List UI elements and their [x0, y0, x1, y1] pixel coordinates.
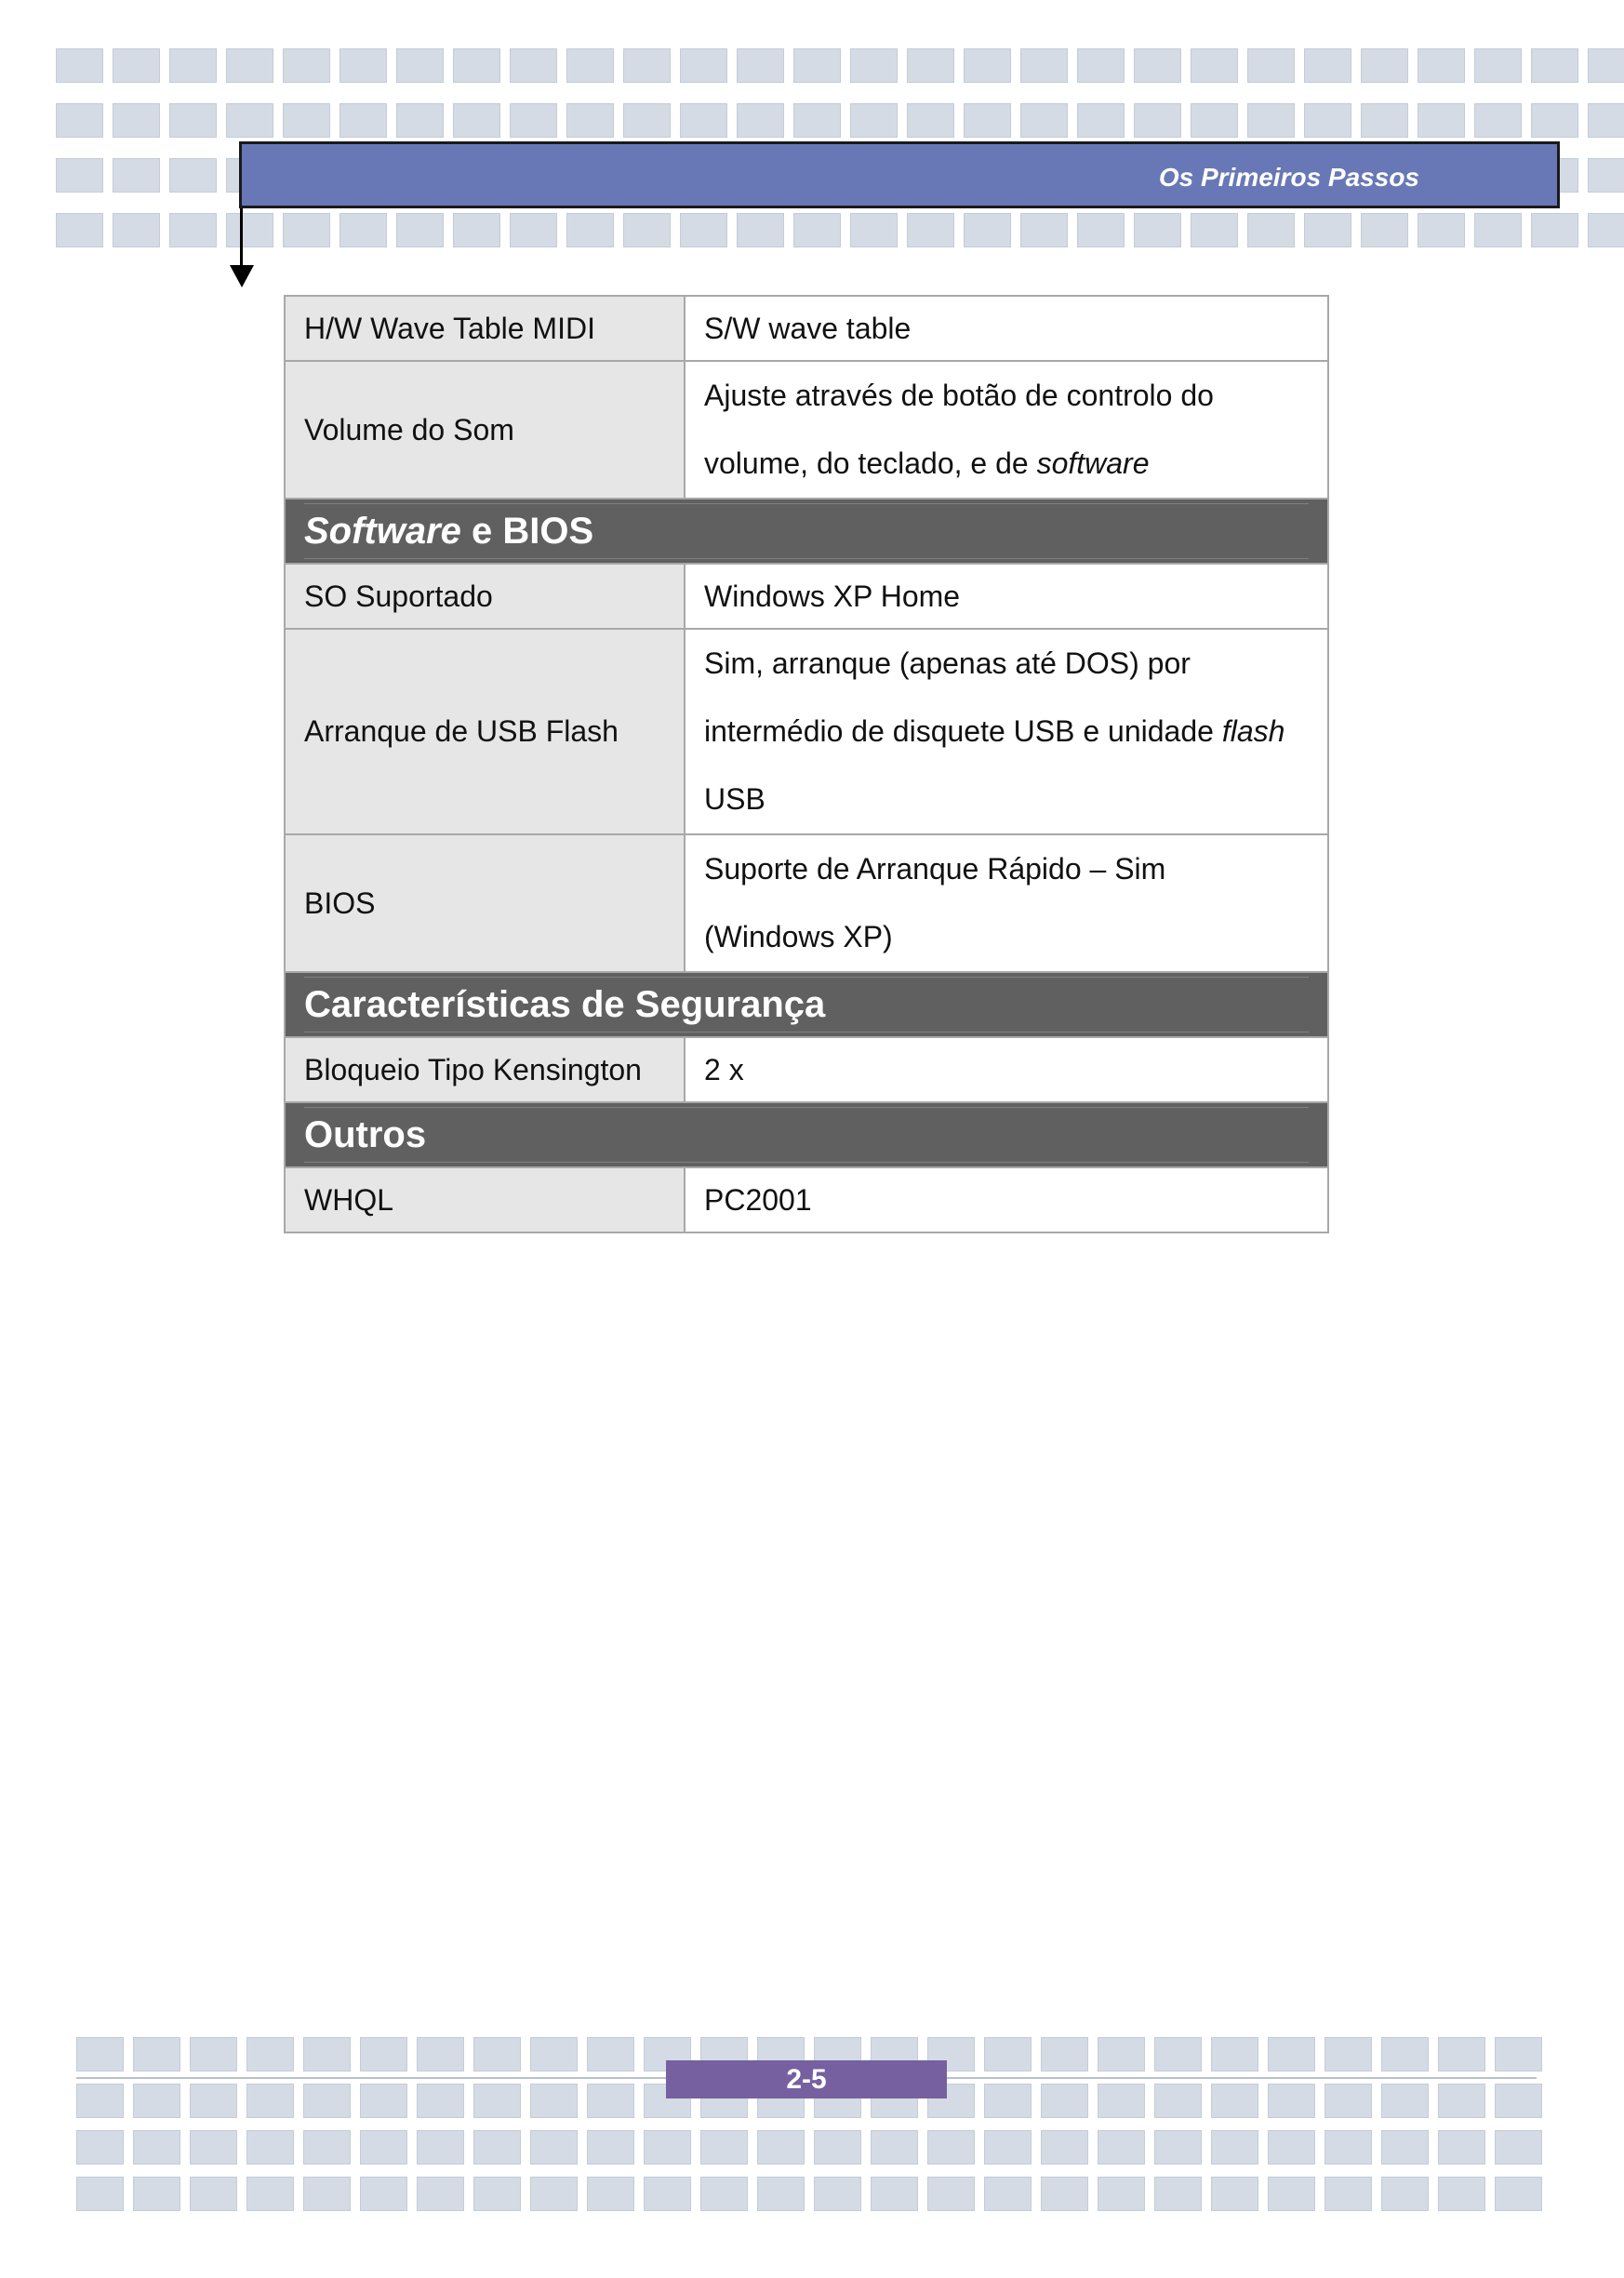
decor-tile	[473, 2084, 521, 2118]
decor-tile	[1531, 48, 1578, 83]
decor-tile	[1324, 2084, 1372, 2118]
row-label: Arranque de USB Flash	[285, 629, 685, 834]
decor-tile	[113, 213, 160, 247]
decor-tile	[246, 2037, 294, 2072]
decor-tile	[814, 2177, 861, 2211]
decor-tile	[1304, 213, 1351, 247]
decor-tile	[1418, 213, 1465, 247]
decor-tile	[246, 2130, 294, 2165]
arrow-down-icon	[240, 208, 243, 266]
decor-tile	[1154, 2084, 1202, 2118]
decor-tile	[1247, 213, 1295, 247]
decor-tile	[623, 103, 671, 138]
decor-tile	[190, 2130, 237, 2165]
decor-tile	[1474, 213, 1522, 247]
decor-tile	[169, 158, 217, 193]
section-title: Características de Segurança	[304, 977, 1309, 1032]
decor-tile	[1381, 2084, 1429, 2118]
decor-tile	[113, 103, 160, 138]
decor-tile	[417, 2084, 464, 2118]
decor-tile	[1020, 48, 1068, 83]
value-text: intermédio de disquete USB e unidade	[704, 714, 1222, 748]
decor-tile	[530, 2084, 578, 2118]
table-row	[285, 1167, 1328, 1232]
row-value: S/W wave table	[685, 296, 1328, 361]
decor-tile	[1438, 2084, 1485, 2118]
decor-tile	[339, 103, 387, 138]
decor-tile	[226, 48, 273, 83]
decor-tile	[360, 2177, 407, 2211]
decor-tile	[850, 213, 898, 247]
decor-tile	[1211, 2084, 1258, 2118]
section-header-security	[285, 972, 1328, 1037]
decor-tile	[680, 213, 727, 247]
decor-tile	[1324, 2130, 1372, 2165]
decor-tile	[169, 213, 217, 247]
decor-tile	[1154, 2177, 1202, 2211]
value-line: (Windows XP)	[704, 920, 893, 953]
decor-tile	[587, 2177, 634, 2211]
decor-tile	[417, 2130, 464, 2165]
decor-tile	[396, 213, 444, 247]
decor-tile	[1381, 2130, 1429, 2165]
row-label: Volume do Som	[285, 361, 685, 499]
decor-tile	[1438, 2177, 1485, 2211]
decor-tile	[623, 48, 671, 83]
decor-tile	[56, 158, 103, 193]
decor-tile	[190, 2177, 237, 2211]
decor-tile	[303, 2084, 351, 2118]
spec-table	[284, 295, 1329, 1233]
value-line	[704, 698, 1309, 766]
section-title-italic: Software	[304, 511, 461, 552]
decor-tile	[737, 48, 784, 83]
section-header-others	[285, 1102, 1328, 1167]
decor-tile	[1304, 103, 1351, 138]
value-line: Sim, arranque (apenas até DOS) por	[704, 646, 1191, 680]
decor-tile	[530, 2130, 578, 2165]
table-row	[285, 296, 1328, 361]
decor-tile	[1495, 2177, 1542, 2211]
decor-tile	[1588, 213, 1624, 247]
decor-tile	[76, 2177, 124, 2211]
section-header-software	[285, 499, 1328, 564]
decor-tile	[1191, 103, 1238, 138]
arrow-head-icon	[230, 265, 254, 287]
section-title: Outros	[304, 1107, 1309, 1163]
value-italic: software	[1036, 446, 1150, 480]
row-label: SO Suportado	[285, 564, 685, 629]
decor-tile	[530, 2037, 578, 2072]
decor-tile	[1134, 213, 1181, 247]
decor-tile	[226, 103, 273, 138]
decor-tile	[566, 213, 614, 247]
decor-tile	[1077, 213, 1125, 247]
row-value	[685, 629, 1328, 834]
decor-tile	[453, 213, 500, 247]
row-label: BIOS	[285, 834, 685, 972]
decor-tile	[700, 2177, 748, 2211]
row-value: 2 x	[685, 1037, 1328, 1102]
decor-tile	[56, 48, 103, 83]
value-line: USB	[704, 782, 765, 816]
decor-tile	[907, 48, 954, 83]
decor-tile	[1418, 48, 1465, 83]
decor-tile	[76, 2037, 124, 2072]
decor-tile	[133, 2177, 180, 2211]
decor-tile	[226, 213, 273, 247]
decor-tile	[133, 2084, 180, 2118]
decor-tile	[303, 2037, 351, 2072]
decor-tile	[76, 2130, 124, 2165]
decor-tile	[339, 213, 387, 247]
decor-tile	[1041, 2037, 1088, 2072]
decor-tile	[587, 2037, 634, 2072]
decor-tile	[283, 103, 330, 138]
decor-tile	[1495, 2130, 1542, 2165]
decor-tile	[190, 2037, 237, 2072]
decor-tile	[1154, 2130, 1202, 2165]
decor-tile	[396, 48, 444, 83]
decor-tile	[1418, 103, 1465, 138]
decor-tile	[814, 2130, 861, 2165]
decor-tile	[1495, 2084, 1542, 2118]
row-value: PC2001	[685, 1167, 1328, 1232]
decor-tile	[1211, 2177, 1258, 2211]
decor-tile	[1588, 158, 1624, 193]
row-value	[685, 361, 1328, 499]
value-line: Suporte de Arranque Rápido – Sim	[704, 852, 1166, 886]
decor-tile	[360, 2037, 407, 2072]
decor-tile	[1361, 48, 1408, 83]
decor-tile	[1474, 48, 1522, 83]
decor-tile	[453, 48, 500, 83]
decor-tile	[1324, 2037, 1372, 2072]
decor-tile	[700, 2130, 748, 2165]
decor-tile	[417, 2177, 464, 2211]
decor-tile	[510, 48, 557, 83]
decor-tile	[984, 2177, 1032, 2211]
decor-tile	[1495, 2037, 1542, 2072]
decor-tile	[984, 2130, 1032, 2165]
row-value: Windows XP Home	[685, 564, 1328, 629]
decor-tile	[871, 2177, 918, 2211]
table-row	[285, 564, 1328, 629]
decor-tile	[1324, 2177, 1372, 2211]
decor-tile	[303, 2130, 351, 2165]
decor-tile	[1588, 103, 1624, 138]
decor-tile	[113, 48, 160, 83]
decor-tile	[56, 103, 103, 138]
decor-tile	[850, 103, 898, 138]
decor-tile	[927, 2177, 975, 2211]
decor-tile	[1098, 2177, 1145, 2211]
decor-tile	[1531, 213, 1578, 247]
decor-tile	[1268, 2084, 1315, 2118]
decor-tile	[1381, 2177, 1429, 2211]
decor-tile	[1191, 48, 1238, 83]
decor-tile	[1304, 48, 1351, 83]
decor-tile	[473, 2037, 521, 2072]
decor-tile	[1134, 48, 1181, 83]
value-line: Ajuste através de botão de controlo do	[704, 379, 1214, 412]
decor-tile	[587, 2130, 634, 2165]
decor-tile	[964, 48, 1011, 83]
decor-tile	[850, 48, 898, 83]
decor-tile	[56, 213, 103, 247]
decor-tile	[246, 2084, 294, 2118]
decor-tile	[793, 48, 841, 83]
decor-tile	[1247, 48, 1295, 83]
decor-tile	[1211, 2130, 1258, 2165]
decor-tile	[1211, 2037, 1258, 2072]
decor-tile	[1041, 2084, 1088, 2118]
table-row	[285, 834, 1328, 972]
decor-tile	[396, 103, 444, 138]
decor-tile	[1361, 213, 1408, 247]
decor-tile	[1381, 2037, 1429, 2072]
decor-tile	[473, 2177, 521, 2211]
decor-tile	[566, 103, 614, 138]
decor-tile	[984, 2084, 1032, 2118]
decor-tile	[1438, 2130, 1485, 2165]
row-value	[685, 834, 1328, 972]
value-text: volume, do teclado, e de	[704, 446, 1037, 480]
decor-tile	[1098, 2130, 1145, 2165]
decor-tile	[984, 2037, 1032, 2072]
decor-tile	[510, 103, 557, 138]
decor-tile	[133, 2037, 180, 2072]
decor-tile	[283, 213, 330, 247]
decor-tile	[169, 103, 217, 138]
decor-tile	[1020, 213, 1068, 247]
decor-tile	[1041, 2177, 1088, 2211]
value-line	[704, 430, 1309, 498]
decor-tile	[964, 213, 1011, 247]
row-label: Bloqueio Tipo Kensington	[285, 1037, 685, 1102]
value-italic: flash	[1221, 714, 1285, 748]
decor-tile	[1268, 2130, 1315, 2165]
decor-tile	[587, 2084, 634, 2118]
table-row	[285, 1037, 1328, 1102]
decor-tile	[133, 2130, 180, 2165]
decor-tile	[793, 103, 841, 138]
decor-tile	[473, 2130, 521, 2165]
decor-tile	[1098, 2084, 1145, 2118]
decor-tile	[1474, 103, 1522, 138]
decor-tile	[1438, 2037, 1485, 2072]
decor-tile	[1361, 103, 1408, 138]
decor-tile	[1077, 103, 1125, 138]
row-label: WHQL	[285, 1167, 685, 1232]
decor-tile	[907, 103, 954, 138]
decor-tile	[1098, 2037, 1145, 2072]
decor-tile	[737, 213, 784, 247]
table-row	[285, 629, 1328, 834]
decor-tile	[566, 48, 614, 83]
decor-tile	[644, 2130, 691, 2165]
decor-tile	[964, 103, 1011, 138]
decor-tile	[1191, 213, 1238, 247]
decor-tile	[360, 2130, 407, 2165]
decor-tile	[1268, 2177, 1315, 2211]
decor-tile	[339, 48, 387, 83]
decor-tile	[1531, 103, 1578, 138]
chapter-title: Os Primeiros Passos	[1158, 163, 1419, 192]
table-row	[285, 361, 1328, 499]
decor-tile	[757, 2130, 805, 2165]
chapter-header-bar	[239, 141, 1560, 208]
decor-tile	[907, 213, 954, 247]
decor-tile	[871, 2130, 918, 2165]
decor-tile	[303, 2177, 351, 2211]
decor-tile	[453, 103, 500, 138]
decor-tile	[1134, 103, 1181, 138]
section-title: e BIOS	[460, 511, 594, 552]
decor-tile	[644, 2177, 691, 2211]
decor-tile	[1247, 103, 1295, 138]
decor-tile	[76, 2084, 124, 2118]
row-label: H/W Wave Table MIDI	[285, 296, 685, 361]
page-number: 2-5	[666, 2060, 947, 2098]
decor-tile	[360, 2084, 407, 2118]
decor-tile	[510, 213, 557, 247]
decor-tile	[246, 2177, 294, 2211]
decor-tile	[1041, 2130, 1088, 2165]
decor-tile	[1154, 2037, 1202, 2072]
decor-tile	[737, 103, 784, 138]
decor-tile	[1077, 48, 1125, 83]
decor-tile	[623, 213, 671, 247]
decor-tile	[190, 2084, 237, 2118]
decor-tile	[283, 48, 330, 83]
decor-tile	[927, 2130, 975, 2165]
decor-tile	[1020, 103, 1068, 138]
decor-tile	[1268, 2037, 1315, 2072]
decor-tile	[530, 2177, 578, 2211]
decor-tile	[757, 2177, 805, 2211]
decor-tile	[680, 48, 727, 83]
decor-tile	[169, 48, 217, 83]
decor-tile	[1588, 48, 1624, 83]
decor-tile	[417, 2037, 464, 2072]
decor-tile	[793, 213, 841, 247]
decor-tile	[113, 158, 160, 193]
decor-tile	[680, 103, 727, 138]
